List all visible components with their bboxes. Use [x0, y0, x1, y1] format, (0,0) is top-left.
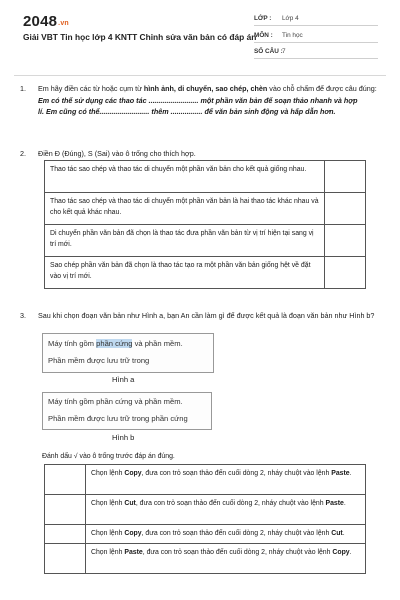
keyword-list: hình ảnh, di chuyển, sao chép, chèn: [143, 84, 268, 93]
question-body: [38, 83, 383, 118]
option-checkbox[interactable]: [45, 544, 86, 574]
figure-line: [48, 339, 183, 348]
statement-cell: Sao chép phần văn bản đã chọn là thao tác tạo ra một phần văn bản giống hệt về đặt vào vị trí mới.: [45, 257, 325, 289]
meta-key: MÔN :: [254, 32, 273, 39]
option-command: Copy: [124, 470, 142, 477]
option-command: Copy: [332, 549, 350, 556]
figure-b-image: [42, 392, 212, 430]
meta-class: [254, 12, 378, 26]
question-text: Sau khi chọn đoạn văn bản như Hình a, bạn An cần làm gì để được kết quả là đoạn văn bản như Hình b?: [38, 311, 375, 320]
option-cell: [86, 465, 366, 495]
fill-blank-line: Em có thể sử dụng các thao tác ......................... một phần văn bản để soạn thảo nhanh và hợp: [38, 95, 358, 105]
figure-line: Máy tính gồm phần cứng và phần mềm.: [48, 397, 183, 406]
table-row: [45, 161, 366, 193]
table-row: [45, 465, 366, 495]
page-title: Giải VBT Tin học lớp 4 KNTT Chỉnh sửa văn bản có đáp án: [23, 32, 257, 42]
meta-question-count: [254, 45, 378, 59]
table-row: [45, 495, 366, 525]
question-text: vào chỗ chấm để được câu đúng:: [267, 84, 377, 93]
meta-value: 7: [282, 48, 286, 55]
answer-box[interactable]: [325, 257, 366, 289]
answer-instruction: Đánh dấu √ vào ô trống trước đáp án đúng.: [42, 453, 175, 460]
option-command: Cut: [124, 500, 136, 507]
question-body: [38, 310, 383, 322]
option-text: , đưa con trỏ soạn thảo đến cuối dòng 2, nháy chuột vào lệnh: [141, 530, 332, 537]
option-text: , đưa con trỏ soạn thảo đến cuối dòng 2, nháy chuột vào lệnh: [135, 500, 326, 507]
table-row: [45, 257, 366, 289]
meta-underline: [254, 25, 378, 26]
figure-line: Phần mềm được lưu trữ trong phần cứng: [48, 414, 188, 423]
answer-box[interactable]: [325, 161, 366, 193]
option-command: Paste: [124, 549, 143, 556]
question-body: [38, 148, 383, 160]
option-text: .: [343, 500, 346, 507]
meta-value: Lớp 4: [282, 15, 299, 22]
figure-a-caption: Hình a: [112, 375, 135, 384]
option-text: .: [342, 530, 345, 537]
table-row: [45, 193, 366, 225]
logo-text: 2048: [23, 13, 58, 30]
figure-line: Phần mềm được lưu trữ trong: [48, 356, 150, 365]
site-logo[interactable]: [23, 13, 69, 30]
meta-key: SỐ CÂU :: [254, 48, 283, 55]
option-command: Copy: [124, 530, 142, 537]
fill-blank-line: lí. Em cũng có thể......................... thêm ................ để văn bản sinh động và hấp dẫn hơn.: [38, 107, 336, 117]
header-divider: [14, 75, 386, 76]
statement-cell: Thao tác sao chép và thao tác di chuyển một phần văn bản cho kết quả giống nhau.: [45, 161, 325, 193]
question-text: Em hãy điền các từ hoặc cụm từ: [38, 84, 144, 93]
option-text: Chọn lệnh: [91, 549, 125, 556]
option-command: Cut: [331, 530, 343, 537]
options-table: [44, 464, 366, 574]
option-text: Chọn lệnh: [91, 500, 125, 507]
question-number: 2.: [20, 149, 26, 158]
figure-text: Máy tính gồm: [48, 339, 97, 348]
option-cell: [86, 495, 366, 525]
option-command: Paste: [325, 500, 344, 507]
option-cell: [86, 544, 366, 574]
meta-underline: [254, 58, 378, 59]
logo-suffix: .vn: [58, 20, 69, 27]
option-checkbox[interactable]: [45, 525, 86, 544]
meta-key: LỚP :: [254, 15, 272, 22]
option-checkbox[interactable]: [45, 465, 86, 495]
option-command: Paste: [331, 470, 350, 477]
answer-box[interactable]: [325, 225, 366, 257]
table-row: [45, 544, 366, 574]
option-text: , đưa con trỏ soạn thảo đến cuối dòng 2, nháy chuột vào lệnh: [142, 549, 333, 556]
table-row: [45, 525, 366, 544]
figure-a-image: [42, 333, 214, 373]
answer-box[interactable]: [325, 193, 366, 225]
option-text: .: [349, 549, 352, 556]
true-false-table: [44, 160, 366, 289]
meta-underline: [254, 42, 378, 43]
selected-text-highlight: phần cứng: [96, 339, 133, 348]
statement-cell: Thao tác sao chép và thao tác di chuyển một phần văn bản là hai thao tác khác nhau và cho kết quả khác nhau.: [45, 193, 325, 225]
option-text: Chọn lệnh: [91, 470, 125, 477]
statement-cell: Di chuyển phần văn bản đã chọn là thao tác đưa phần văn bản từ vị trí hiện tại sang vị trí mới.: [45, 225, 325, 257]
option-text: , đưa con trỏ soạn thảo đến cuối dòng 2, nháy chuột vào lệnh: [141, 470, 332, 477]
meta-value: Tin học: [282, 32, 303, 39]
question-number: 1.: [20, 84, 26, 93]
option-text: Chọn lệnh: [91, 530, 125, 537]
figure-text: và phần mềm.: [132, 339, 183, 348]
page-header: [0, 0, 400, 66]
table-row: [45, 225, 366, 257]
option-checkbox[interactable]: [45, 495, 86, 525]
meta-subject: [254, 29, 378, 43]
figure-b-caption: Hình b: [112, 433, 135, 442]
option-cell: [86, 525, 366, 544]
question-text: Điền Đ (Đúng), S (Sai) vào ô trống cho thích hợp.: [38, 149, 196, 158]
question-number: 3.: [20, 311, 26, 320]
option-text: .: [349, 470, 352, 477]
